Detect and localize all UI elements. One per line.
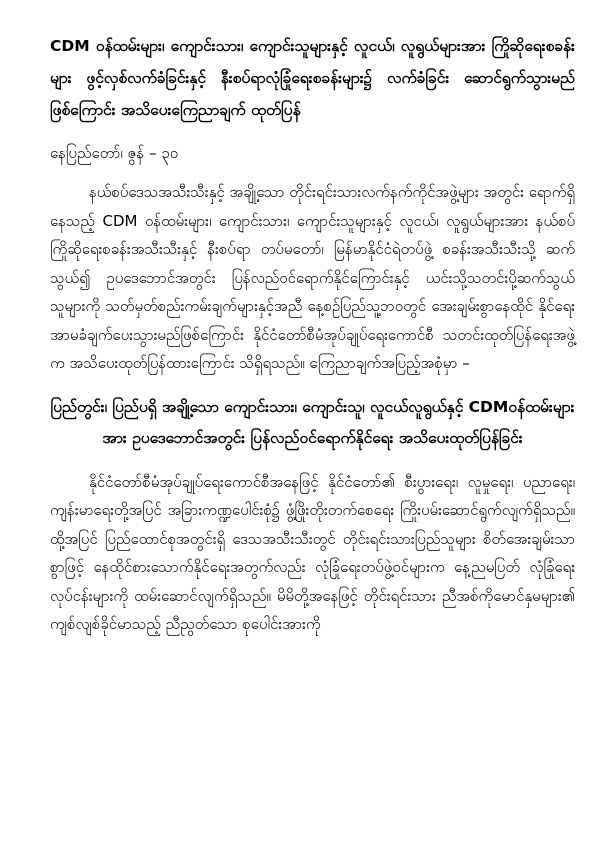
article-headline: CDM ဝန်ထမ်းများ၊ ကျောင်းသား၊ ကျောင်းသူများနှင့် လူငယ်၊ လူရွယ်များအား ကြိုဆိုရေးစခန်းများ ဖွင့်လှစ်လက်ခံခြင်းနှင့် နီးစပ်ရာလုံခြုံရေးစခန်းများ၌ လက်ခံခြင်း ဆောင်ရွက်သွားမည်ဖြစ်ကြောင်း အသိပေးကြေညာချက် ထုတ်ပြန်: [50, 37, 575, 119]
announcement-subheading: ပြည်တွင်း၊ ပြည်ပရှိ အချို့သော ကျောင်းသား၊ ကျောင်းသူ၊ လူငယ်လူရွယ်နှင့် CDMဝန်ထမ်းများအား ဥပဒေဘောင်အတွင်း ပြန်လည်ဝင်ရောက်နိုင်ရေး အသိပေးထုတ်ပြန်ခြင်း: [50, 397, 575, 447]
article-paragraph-1: နယ်စပ်ဒေသအသီးသီးနှင့် အချို့သော တိုင်းရင်းသားလက်နက်ကိုင်အဖွဲ့များ အတွင်း ရောက်ရှိနေသည့် CDM ဝန်ထမ်းများ၊ ကျောင်းသား၊ ကျောင်းသူများနှင့် လူငယ်၊ လူရွယ်များအား နယ်စပ်ကြိုဆိုရေးစခန်းအသီးသီးနှင့် နီးစပ်ရာ တပ်မတော်၊ မြန်မာနိုင်ငံရဲတပ်ဖွဲ့ စခန်းအသီးသီးသို့ ဆက်သွယ်၍ ဥပဒေဘောင်အတွင်း ပြန်လည်ဝင်ရောက်နိုင်ကြောင်းနှင့် ယင်းသို့သတင်းပို့ဆက်သွယ်သူများကို သတ်မှတ်စည်းကမ်းချက်များနှင့်အညီ နေ့စဉ်ပြည်သူ့ဘဝတွင် အေးချမ်းစွာနေထိုင် နိုင်ရေး အာမခံချက်ပေးသွားမည်ဖြစ်ကြောင်း နိုင်ငံတော်စီမံအုပ်ချုပ်ရေးကောင်စီ သတင်းထုတ်ပြန်ရေးအဖွဲ့က အသိပေးထုတ်ပြန်ထားကြောင်း သိရှိရသည်။ ကြေညာချက်အပြည့်အစုံမှာ –: [50, 183, 575, 372]
news-article: [50, 30, 575, 639]
article-paragraph-2: နိုင်ငံတော်စီမံအုပ်ချုပ်ရေးကောင်စီအနေဖြင့် နိုင်ငံတော်၏ စီးပွားရေး၊ လူမှုရေး၊ ပညာရေး၊ ကျန်းမာရေးတို့အပြင် အခြားကဏ္ဍပေါင်းစုံ၌ ဖွံ့ဖြိုးတိုးတက်စေရေး ကြိုးပမ်းဆောင်ရွက်လျက်ရှိသည်။ ထို့အပြင် ပြည်ထောင်စုအတွင်းရှိ ဒေသအသီးသီးတွင် တိုင်းရင်းသားပြည်သူများ စိတ်အေးချမ်းသာစွာဖြင့် နေထိုင်စားသောက်နိုင်ရေးအတွက်လည်း လုံခြုံရေးတပ်ဖွဲ့ဝင်များက နေ့ညမပြတ် လုံခြုံရေးလုပ်ငန်းများကို ထမ်းဆောင်လျက်ရှိသည်။ မိမိတို့အနေဖြင့် တိုင်းရင်းသား ညီအစ်ကိုမောင်နှမများ၏ ကျစ်လျစ်ခိုင်မာသည့် ညီညွတ်သော စုပေါင်းအားကို: [50, 472, 575, 633]
article-dateline: နေပြည်တော်၊ ဇွန် – ၃၀: [50, 144, 179, 162]
